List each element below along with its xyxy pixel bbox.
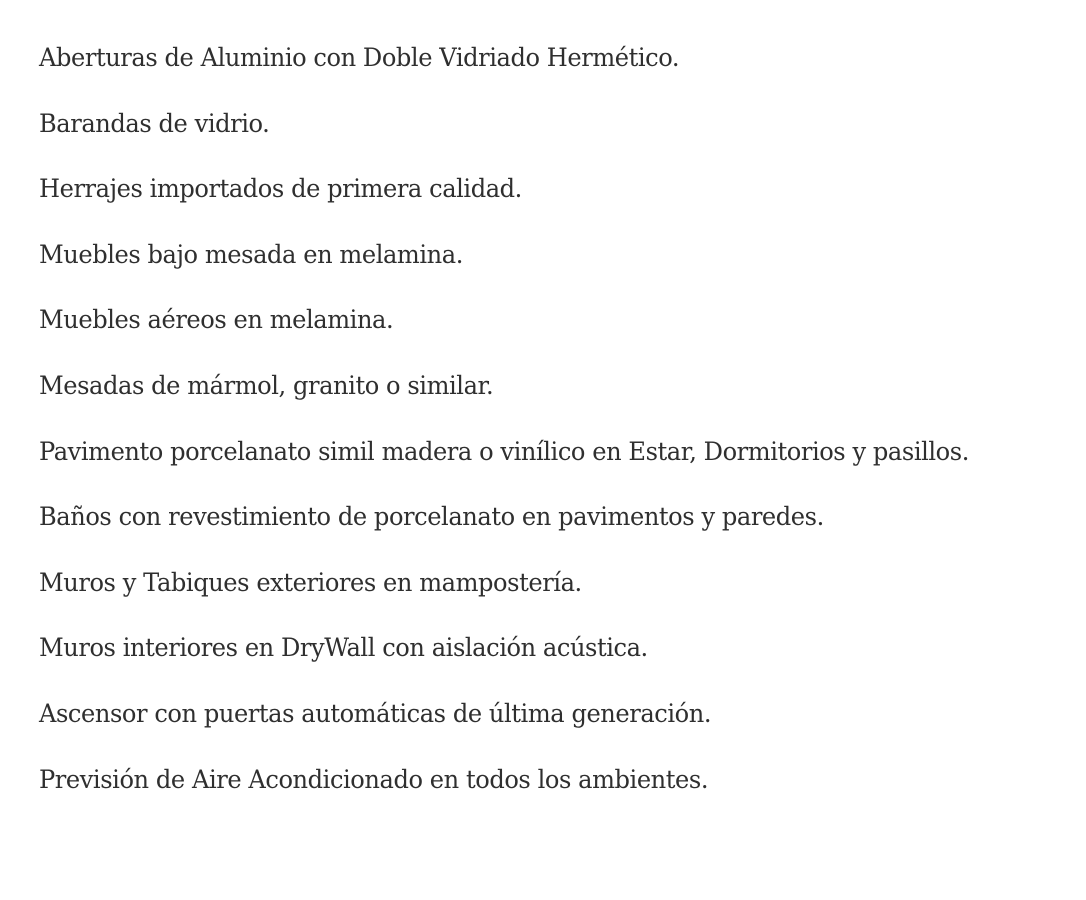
- feature-item-muebles-aereos: Muebles aéreos en melamina.: [39, 305, 394, 335]
- feature-item-aberturas: Aberturas de Aluminio con Doble Vidriado Hermético.: [39, 43, 680, 72]
- feature-item-herrajes: Herrajes importados de primera calidad.: [39, 174, 522, 204]
- feature-item-mesadas: Mesadas de mármol, granito o similar.: [39, 370, 494, 400]
- feature-item-muros-exteriores: Muros y Tabiques exteriores en mampostería.: [39, 567, 582, 597]
- feature-item-pavimento: Pavimento porcelanato simil madera o vinílico en Estar, Dormitorios y pasillos.: [39, 436, 969, 466]
- feature-item-muros-interiores: Muros interiores en DryWall con aislación acústica.: [39, 633, 648, 663]
- feature-item-barandas: Barandas de vidrio.: [39, 108, 270, 138]
- feature-item-aire-acondicionado: Previsión de Aire Acondicionado en todos los ambientes.: [39, 764, 709, 794]
- features-list: [39, 39, 1079, 826]
- feature-item-banos: Baños con revestimiento de porcelanato en pavimentos y paredes.: [39, 502, 824, 532]
- feature-item-ascensor: Ascensor con puertas automáticas de última generación.: [39, 698, 712, 728]
- feature-item-muebles-bajo-mesada: Muebles bajo mesada en melamina.: [39, 239, 463, 269]
